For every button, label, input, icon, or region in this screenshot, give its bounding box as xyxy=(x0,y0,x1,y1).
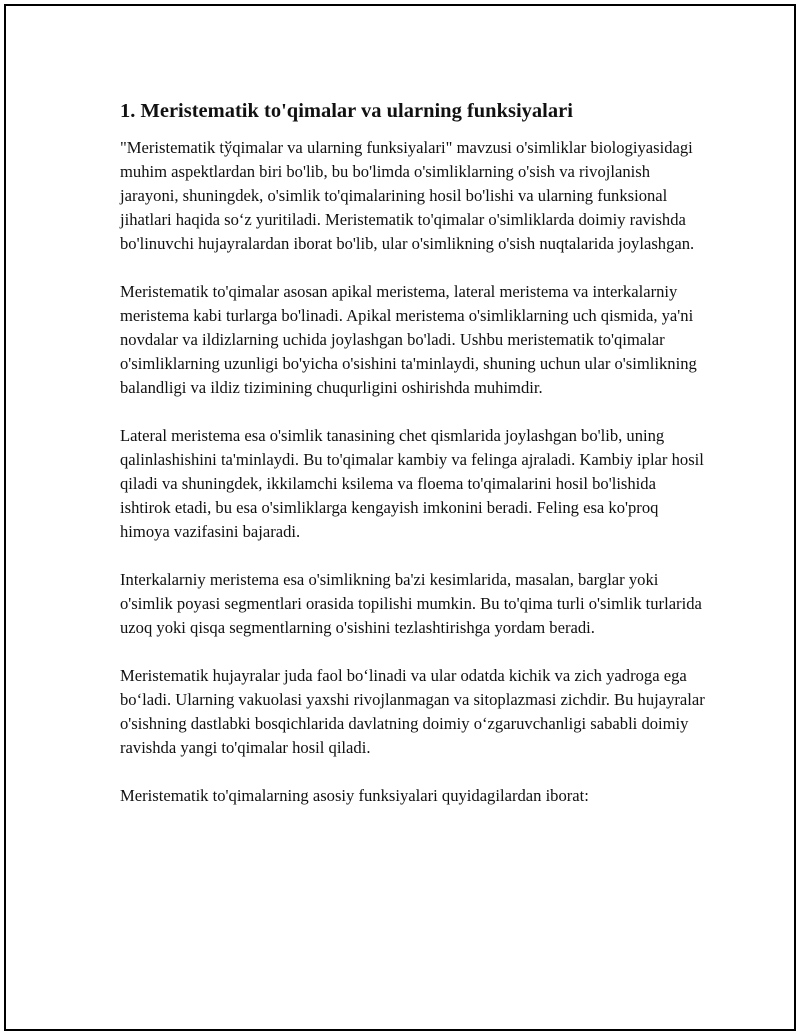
paragraph-functions-intro: Meristematik to'qimalarning asosiy funksiyalari quyidagilardan iborat: xyxy=(120,786,589,805)
page-frame xyxy=(4,4,796,1031)
paragraph-lateral: Lateral meristema esa o'simlik tanasining chet qismlarida joylashgan bo'lib, uning qalinlashishini ta'minlaydi. Bu to'qimalar kambiy va felinga ajraladi. Kambiy iplar hosil qiladi va shuningdek, ikkilamchi ksilema va floema to'qimalarini hosil bo'lishida ishtirok etadi, bu esa o'simliklarga kengayish imkonini beradi. Feling esa ko'proq himoya vazifasini bajaradi. xyxy=(120,426,704,541)
document-body xyxy=(120,98,706,832)
section-heading: 1. Meristematik to'qimalar va ularning funksiyalari xyxy=(120,100,573,122)
paragraph-types: Meristematik to'qimalar asosan apikal meristema, lateral meristema va interkalarniy meristema kabi turlarga bo'linadi. Apikal meristema o'simliklarning uch qismida, ya'ni novdalar va ildizlarning uchida joylashgan bo'ladi. Ushbu meristematik to'qimalar o'simliklarning uzunligi bo'yicha o'sishini ta'minlaydi, shuning uchun ular o'simlikning balandligi va ildiz tizimining chuqurligini oshirishda muhimdir. xyxy=(120,282,697,397)
paragraph-intercalary: Interkalarniy meristema esa o'simlikning ba'zi kesimlarida, masalan, barglar yoki o'simlik poyasi segmentlari orasida topilishi mumkin. Bu to'qima turli o'simlik turlarida uzoq yoki qisqa segmentlarning o'sishini tezlashtirishga yordam beradi. xyxy=(120,570,702,637)
paragraph-cells: Meristematik hujayralar juda faol boʻlinadi va ular odatda kichik va zich yadroga ega boʻladi. Ularning vakuolasi yaxshi rivojlanmagan va sitoplazmasi zichdir. Bu hujayralar o'sishning dastlabki bosqichlarida davlatning doimiy oʻzgaruvchanligi sababli doimiy ravishda yangi to'qimalar hosil qiladi. xyxy=(120,666,705,757)
paragraph-intro: "Meristematik tўqimalar va ularning funksiyalari" mavzusi o'simliklar biologiyasidagi muhim aspektlardan biri bo'lib, bu bo'limda o'simliklarning o'sish va rivojlanish jarayoni, shuningdek, o'simlik to'qimalarining hosil bo'lishi va ularning funksional jihatlari haqida soʻz yuritiladi. Meristematik to'qimalar o'simliklarda doimiy ravishda bo'linuvchi hujayralardan iborat bo'lib, ular o'simlikning o'sish nuqtalarida joylashgan. xyxy=(120,138,695,253)
